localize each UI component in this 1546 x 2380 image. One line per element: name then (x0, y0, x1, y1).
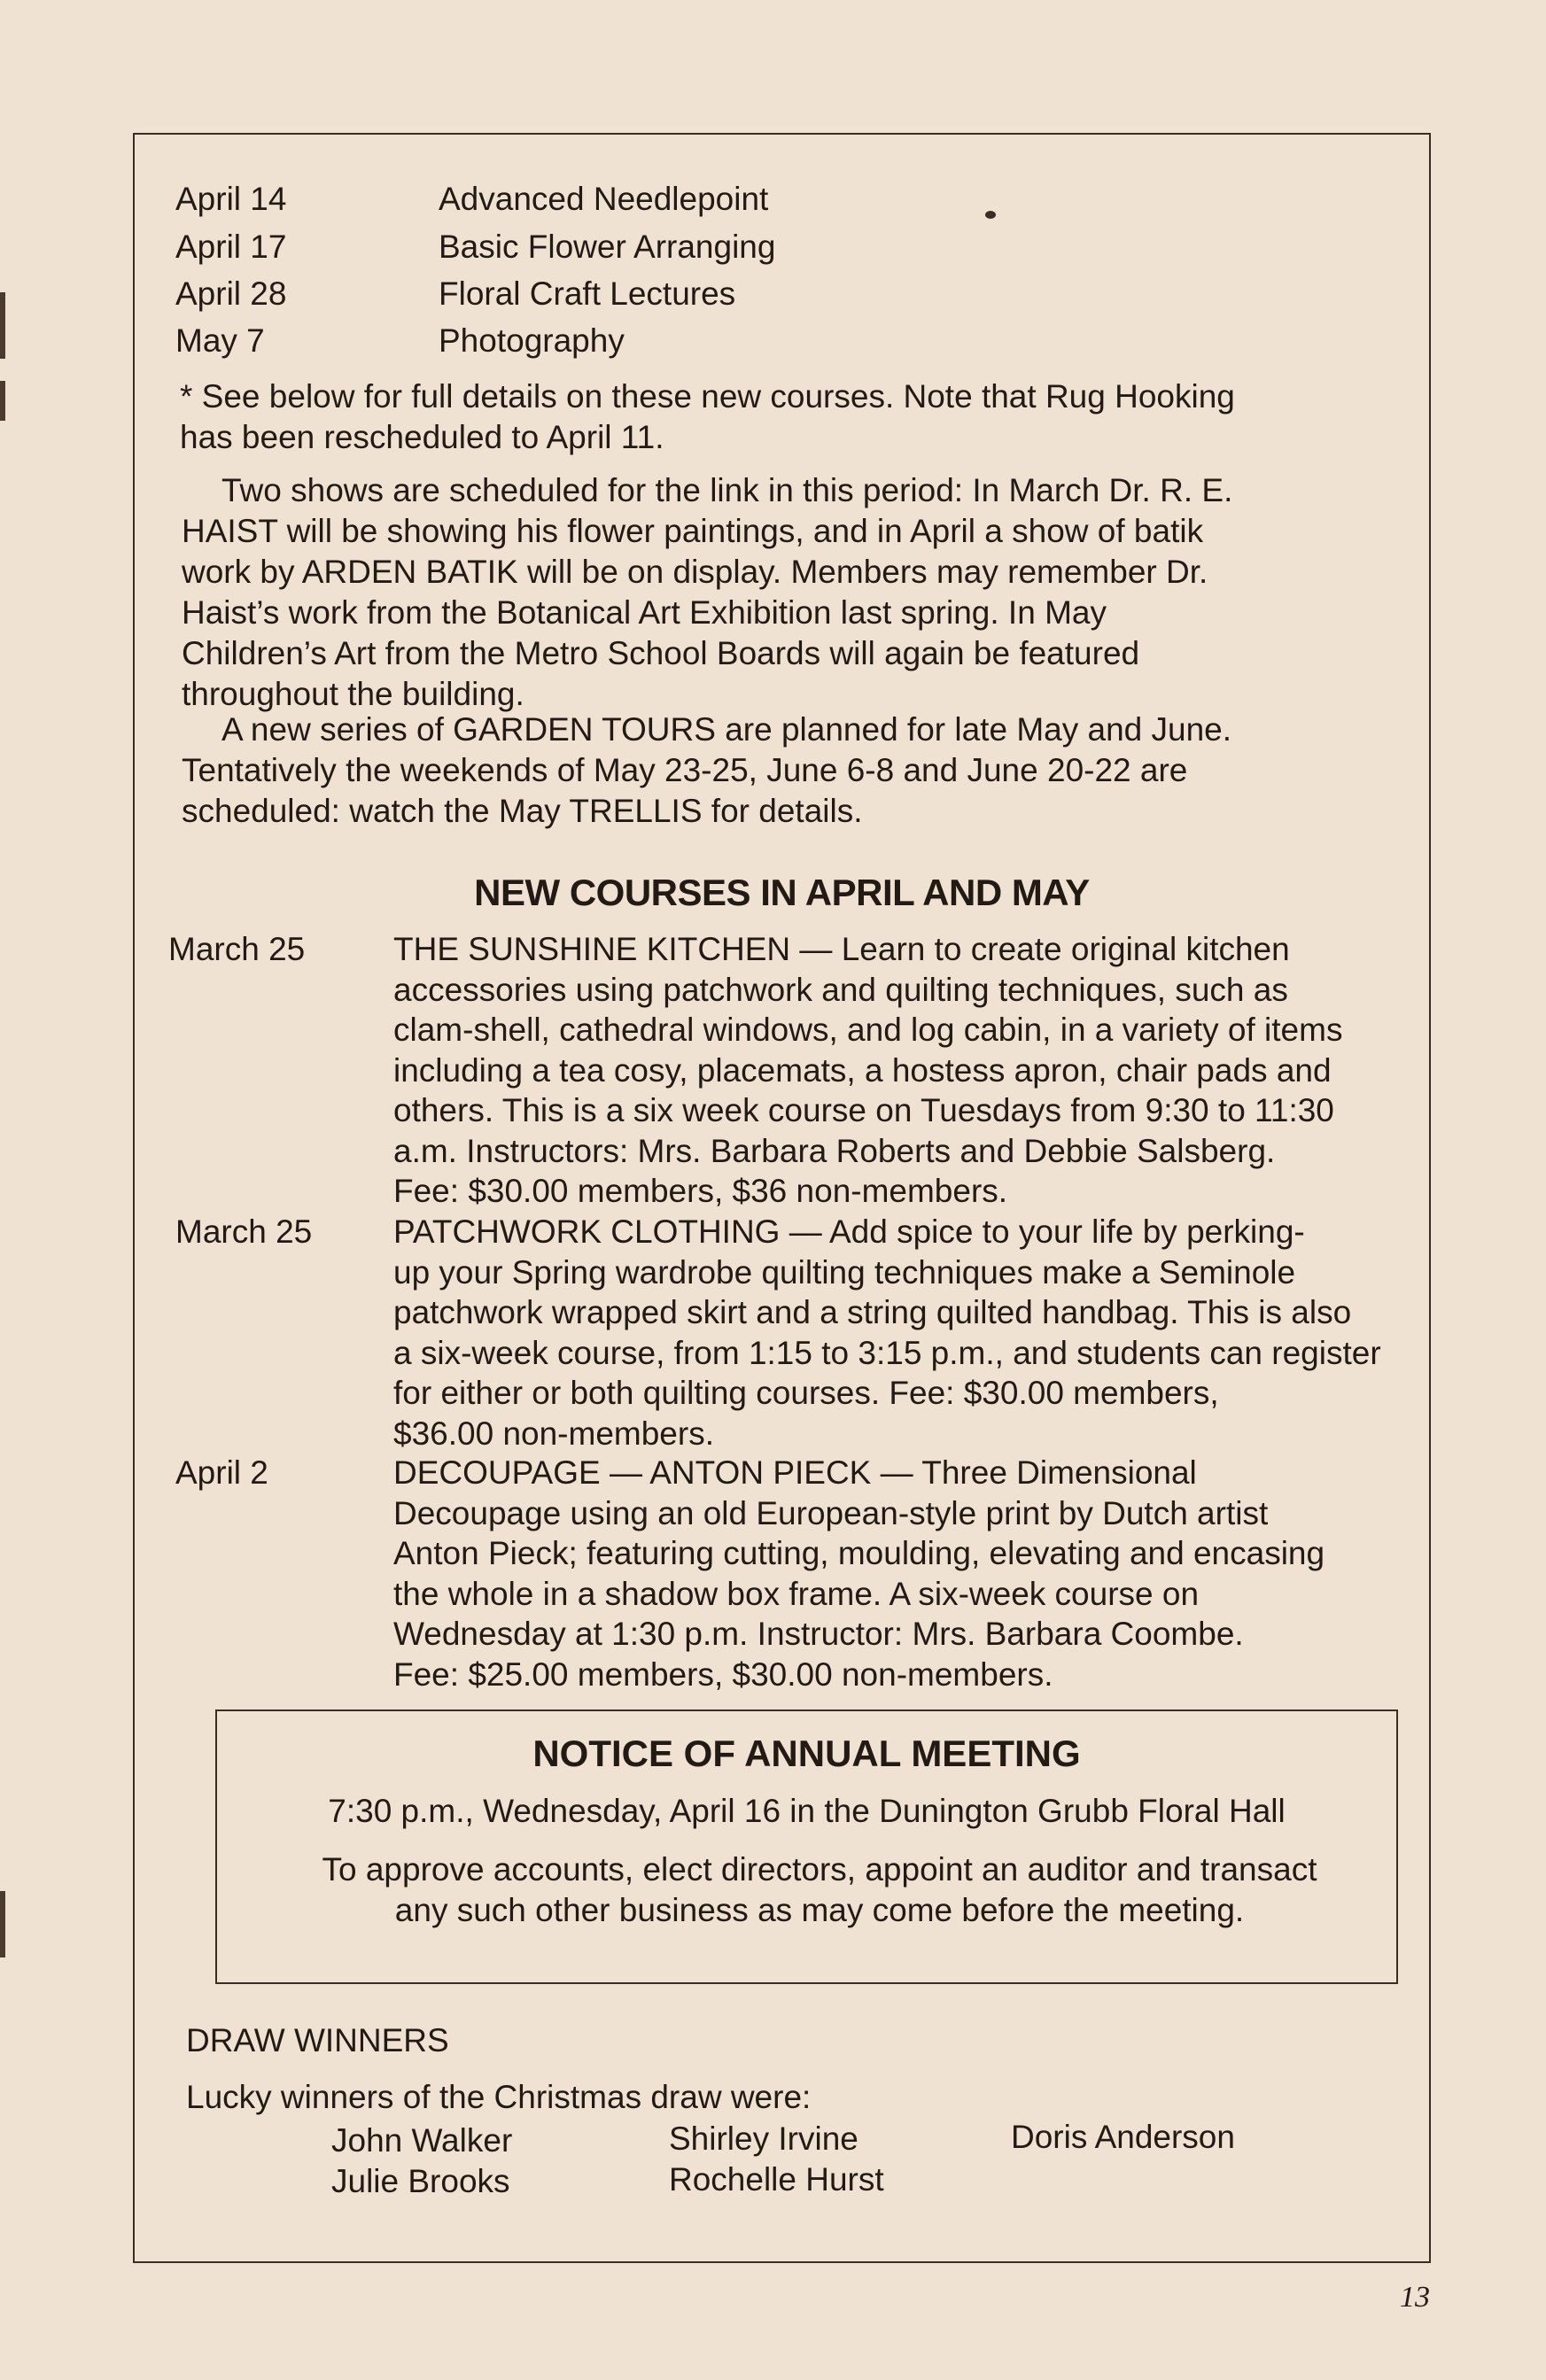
winner-name: Julie Brooks (331, 2163, 510, 2199)
annual-meeting-notice (215, 1709, 1398, 1984)
tours-paragraph (182, 709, 1387, 832)
course-date: March 25 (175, 1213, 313, 1250)
paragraph-line: Tentatively the weekends of May 23-25, June 6-8 and June 20-22 are (182, 752, 1188, 788)
schedule-date: May 7 (175, 322, 265, 359)
schedule-date: April 14 (175, 181, 287, 217)
course-line: Decoupage using an old European-style print by Dutch artist (393, 1494, 1269, 1531)
course-line: Wednesday at 1:30 p.m. Instructor: Mrs. Barbara Coombe. (393, 1616, 1244, 1652)
course-line: others. This is a six week course on Tuesdays from 9:30 to 11:30 (393, 1092, 1334, 1128)
notice-purpose (261, 1849, 1378, 1931)
course-line: a six-week course, from 1:15 to 3:15 p.m., and students can register (393, 1334, 1381, 1371)
binding-mark (0, 292, 5, 359)
course-line: THE SUNSHINE KITCHEN — Learn to create original kitchen (393, 931, 1290, 967)
paragraph-line: Children’s Art from the Metro School Boards will again be featured (182, 635, 1140, 671)
course-line: DECOUPAGE — ANTON PIECK — Three Dimensional (393, 1454, 1197, 1491)
schedule-note-line: * See below for full details on these new courses. Note that Rug Hooking (180, 378, 1235, 415)
course-line: the whole in a shadow box frame. A six-week course on (393, 1575, 1200, 1612)
course-line: including a tea cosy, placemats, a hostess apron, chair pads and (393, 1051, 1332, 1089)
binding-mark (0, 381, 5, 421)
schedule-date: April 17 (175, 229, 287, 265)
schedule-course: Advanced Needlepoint (439, 181, 769, 217)
schedule-date: April 28 (175, 275, 287, 312)
new-courses-heading: NEW COURSES IN APRIL AND MAY (474, 872, 1090, 913)
course-line: Fee: $25.00 members, $30.00 non-members. (393, 1655, 1053, 1693)
print-speck (985, 211, 996, 219)
course-line: a.m. Instructors: Mrs. Barbara Roberts and Debbie Salsberg. (393, 1132, 1276, 1169)
draw-winners-heading: DRAW WINNERS (186, 2022, 449, 2058)
winner-name: Shirley Irvine (669, 2120, 858, 2157)
course-description (393, 1212, 1403, 1454)
paragraph-line: Haist’s work from the Botanical Art Exhibition last spring. In May (182, 594, 1107, 631)
course-description (393, 1453, 1403, 1694)
draw-winners-intro: Lucky winners of the Christmas draw were: (186, 2079, 812, 2115)
paragraph-line: A new series of GARDEN TOURS are planned for late May and June. (221, 711, 1232, 748)
paragraph-line: scheduled: watch the May TRELLIS for details. (182, 793, 863, 829)
course-line: for either or both quilting courses. Fee: $30.00 members, (393, 1375, 1219, 1411)
course-line: patchwork wrapped skirt and a string quilted handbag. This is also (393, 1294, 1352, 1330)
course-line: up your Spring wardrobe quilting techniques make a Seminole (393, 1253, 1296, 1291)
paragraph-line: work by ARDEN BATIK will be on display. Members may remember Dr. (182, 554, 1208, 590)
course-date: March 25 (168, 931, 306, 967)
schedule-note-line: has been rescheduled to April 11. (180, 419, 664, 455)
winner-name: John Walker (331, 2122, 513, 2159)
notice-time-location: 7:30 p.m., Wednesday, April 16 in the Dunington Grubb Floral Hall (328, 1793, 1286, 1829)
course-line: Fee: $30.00 members, $36 non-members. (393, 1173, 1008, 1209)
course-line: Anton Pieck; featuring cutting, moulding, elevating and encasing (393, 1535, 1325, 1571)
course-line: PATCHWORK CLOTHING — Add spice to your life by perking- (393, 1213, 1305, 1250)
notice-purpose-line: To approve accounts, elect directors, appoint an auditor and transact (322, 1851, 1317, 1888)
page-number: 13 (1400, 2281, 1430, 2314)
notice-title: NOTICE OF ANNUAL MEETING (532, 1733, 1081, 1774)
paragraph-line: HAIST will be showing his flower paintings, and in April a show of batik (182, 513, 1204, 549)
course-line: $36.00 non-members. (393, 1415, 714, 1452)
notice-purpose-line: any such other business as may come before the meeting. (394, 1892, 1245, 1928)
winner-name: Rochelle Hurst (669, 2161, 884, 2198)
paragraph-line: throughout the building. (182, 676, 524, 712)
course-description (393, 929, 1403, 1212)
shows-paragraph (182, 470, 1387, 715)
paragraph-line: Two shows are scheduled for the link in this period: In March Dr. R. E. (221, 472, 1233, 508)
binding-mark (0, 1891, 5, 1957)
course-line: clam-shell, cathedral windows, and log cabin, in a variety of items (393, 1012, 1343, 1048)
course-date: April 2 (175, 1454, 268, 1491)
schedule-course: Basic Flower Arranging (439, 229, 776, 265)
course-line: accessories using patchwork and quilting techniques, such as (393, 971, 1288, 1008)
winner-name: Doris Anderson (1011, 2119, 1235, 2155)
schedule-course: Floral Craft Lectures (439, 275, 736, 312)
schedule-course: Photography (439, 322, 625, 359)
